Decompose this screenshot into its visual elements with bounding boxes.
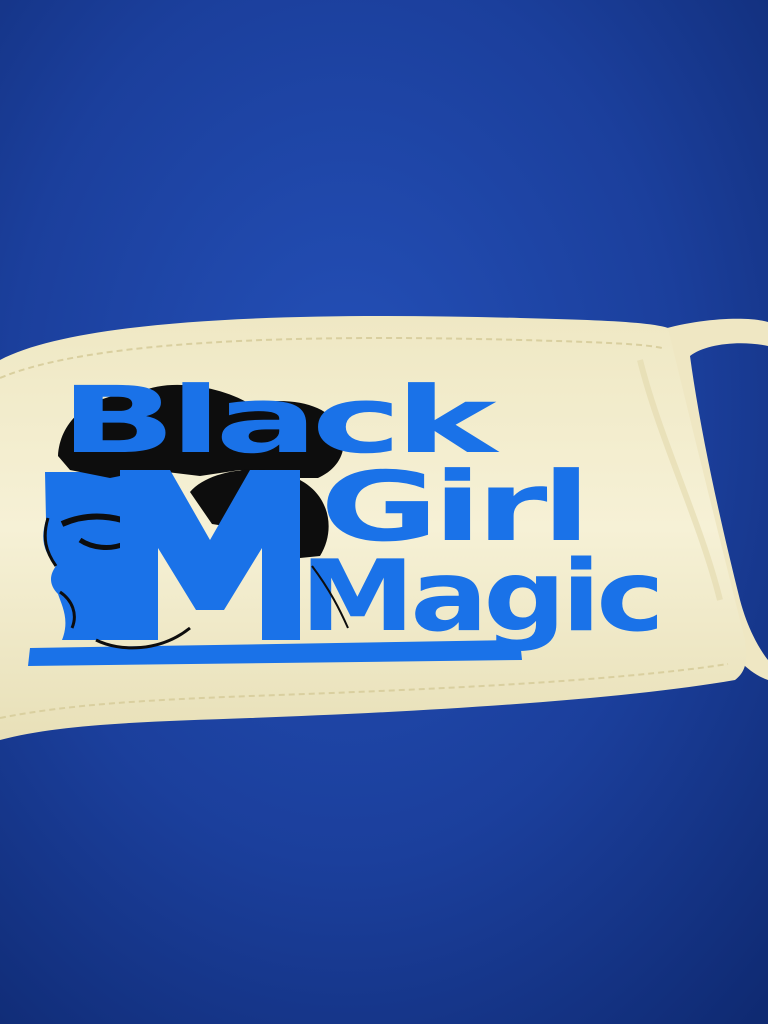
print-word-black: Black [60,367,500,474]
print-word-girl: Girl [320,451,585,563]
print-word-magic: Magic [300,540,660,654]
